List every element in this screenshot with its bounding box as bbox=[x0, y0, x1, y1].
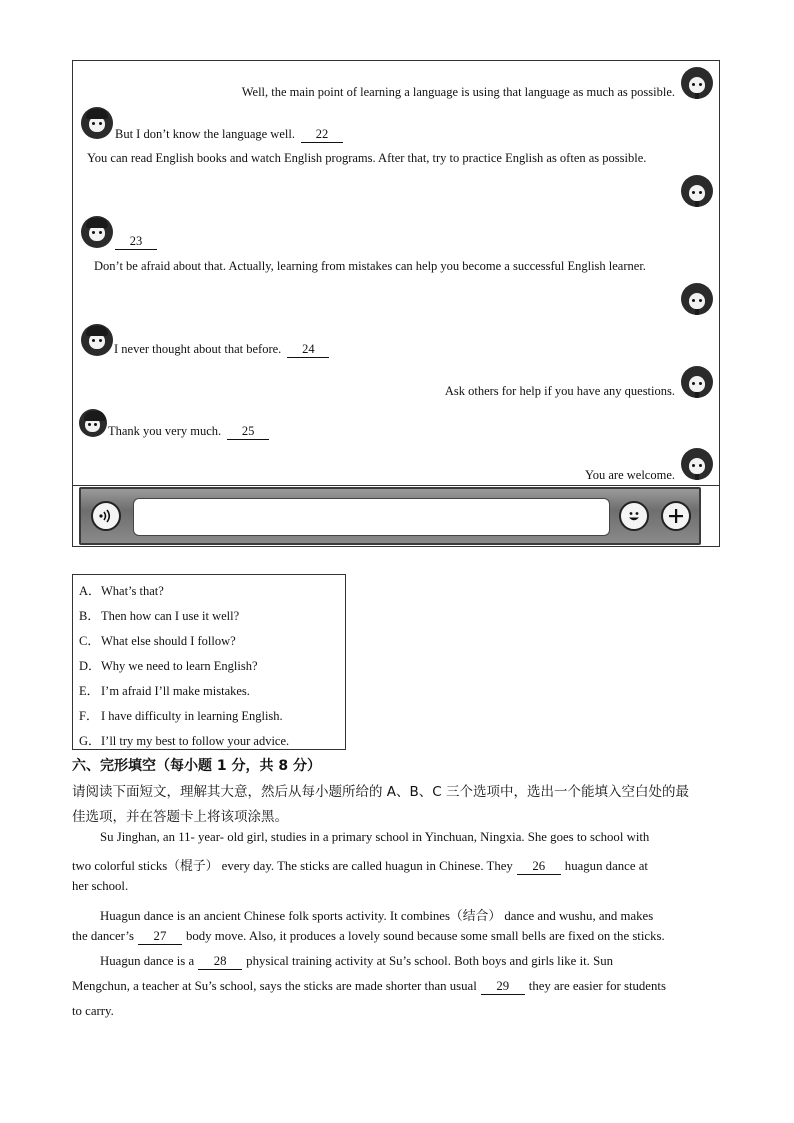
girl-avatar-icon bbox=[681, 175, 713, 207]
answer-blank: 24 bbox=[287, 341, 329, 358]
option-letter: F． bbox=[79, 709, 99, 723]
girl-avatar-icon bbox=[681, 366, 713, 398]
message-text: You are welcome. bbox=[584, 468, 675, 482]
passage-text: body move. Also, it produces a lovely sound because some small bells are fixed on the sticks. bbox=[185, 929, 665, 943]
answer-blank: 25 bbox=[227, 423, 269, 440]
passage-text: Huagun dance is an ancient Chinese folk sports activity. It combines（结合） dance and wushu, and makes bbox=[100, 909, 654, 923]
option-item bbox=[79, 681, 250, 699]
option-letter: A． bbox=[79, 584, 101, 598]
passage-text: Mengchun, a teacher at Su’s school, says the sticks are made shorter than usual bbox=[72, 979, 477, 993]
chat-message bbox=[242, 84, 675, 100]
speaker-icon-graphic bbox=[97, 507, 115, 525]
girl-avatar-icon bbox=[681, 448, 713, 480]
instruction-line: 佳选项，并在答题卡上将该项涂黑。 bbox=[72, 809, 288, 825]
answer-blank: 23 bbox=[115, 233, 157, 250]
option-item bbox=[79, 656, 258, 674]
option-text: Then how can I use it well? bbox=[101, 609, 240, 623]
chat-message bbox=[445, 383, 675, 399]
option-text: I’m afraid I’ll make mistakes. bbox=[101, 684, 250, 698]
message-text: You can read English books and watch English programs. After that, try to practice English as often as possible. bbox=[87, 151, 647, 165]
option-text: What else should I follow? bbox=[101, 634, 236, 648]
plus-icon-graphic bbox=[667, 507, 685, 525]
chat-message bbox=[109, 233, 157, 250]
answer-blank: 22 bbox=[301, 126, 343, 143]
passage-text: the dancer’s bbox=[72, 929, 134, 943]
section-title: 六、完形填空（每小题 1 分，共 8 分） bbox=[72, 758, 321, 774]
chat-message bbox=[585, 467, 675, 483]
divider bbox=[73, 485, 719, 486]
passage-line bbox=[100, 830, 649, 845]
boy-avatar-icon bbox=[79, 409, 107, 437]
passage-text: they are easier for students bbox=[528, 979, 666, 993]
message-text: I never thought about that before. bbox=[114, 342, 282, 356]
option-letter: B． bbox=[79, 609, 100, 623]
instruction-line: 请阅读下面短文，理解其大意，然后从每小题所给的 A、B、C 三个选项中，选出一个能填入空白处的最 bbox=[72, 784, 690, 800]
chat-window bbox=[72, 60, 720, 547]
answer-blank: 28 bbox=[198, 954, 242, 970]
chat-input-bar bbox=[79, 487, 701, 545]
passage-line bbox=[72, 979, 666, 995]
passage-text: Su Jinghan, an 11- year- old girl, studies in a primary school in Yinchuan, Ningxia. She goes to school with bbox=[100, 830, 650, 844]
option-letter: D． bbox=[79, 659, 101, 673]
passage-line bbox=[72, 1004, 114, 1019]
options-box bbox=[72, 574, 346, 750]
chat-message bbox=[115, 126, 343, 143]
chat-message bbox=[114, 341, 329, 358]
passage-line bbox=[72, 879, 128, 894]
girl-avatar-icon bbox=[681, 283, 713, 315]
plus-icon[interactable] bbox=[661, 501, 691, 531]
option-letter: E． bbox=[79, 684, 100, 698]
smiley-icon[interactable] bbox=[619, 501, 649, 531]
chat-message bbox=[87, 150, 646, 166]
message-text: Thank you very much. bbox=[108, 424, 222, 438]
option-text: What’s that? bbox=[101, 584, 164, 598]
option-item bbox=[79, 581, 164, 599]
passage-text: her school. bbox=[72, 879, 129, 893]
message-text: But I don’t know the language well. bbox=[115, 127, 295, 141]
boy-avatar-icon bbox=[81, 324, 113, 356]
message-text: Don’t be afraid about that. Actually, learning from mistakes can help you become a successful English learner. bbox=[94, 259, 646, 273]
chat-message bbox=[108, 423, 269, 440]
answer-blank: 27 bbox=[138, 929, 182, 945]
passage-text: to carry. bbox=[72, 1004, 114, 1018]
message-text: Ask others for help if you have any questions. bbox=[444, 384, 675, 398]
chat-message bbox=[94, 258, 646, 274]
option-text: Why we need to learn English? bbox=[101, 659, 258, 673]
speaker-icon[interactable] bbox=[91, 501, 121, 531]
passage-line bbox=[100, 905, 653, 924]
option-item bbox=[79, 731, 289, 749]
option-item bbox=[79, 606, 239, 624]
boy-avatar-icon bbox=[81, 107, 113, 139]
option-item bbox=[79, 706, 283, 724]
passage-text: two colorful sticks（棍子） every day. The sticks are called huagun in Chinese. They bbox=[72, 859, 513, 873]
option-letter: G． bbox=[79, 734, 101, 748]
message-input[interactable] bbox=[133, 498, 610, 536]
option-letter: C． bbox=[79, 634, 100, 648]
passage-text: huagun dance at bbox=[564, 859, 648, 873]
answer-blank: 29 bbox=[481, 979, 525, 995]
smiley-icon-graphic bbox=[624, 506, 644, 526]
option-text: I have difficulty in learning English. bbox=[101, 709, 283, 723]
passage-line bbox=[72, 855, 648, 875]
option-text: I’ll try my best to follow your advice. bbox=[101, 734, 290, 748]
passage-line bbox=[72, 929, 665, 945]
passage-text: physical training activity at Su’s school. Both boys and girls like it. Sun bbox=[246, 954, 613, 968]
girl-avatar-icon bbox=[681, 67, 713, 99]
answer-blank: 26 bbox=[517, 859, 561, 875]
option-item bbox=[79, 631, 236, 649]
passage-line bbox=[100, 954, 613, 970]
message-text: Well, the main point of learning a language is using that language as much as possible. bbox=[241, 85, 675, 99]
passage-text: Huagun dance is a bbox=[100, 954, 195, 968]
